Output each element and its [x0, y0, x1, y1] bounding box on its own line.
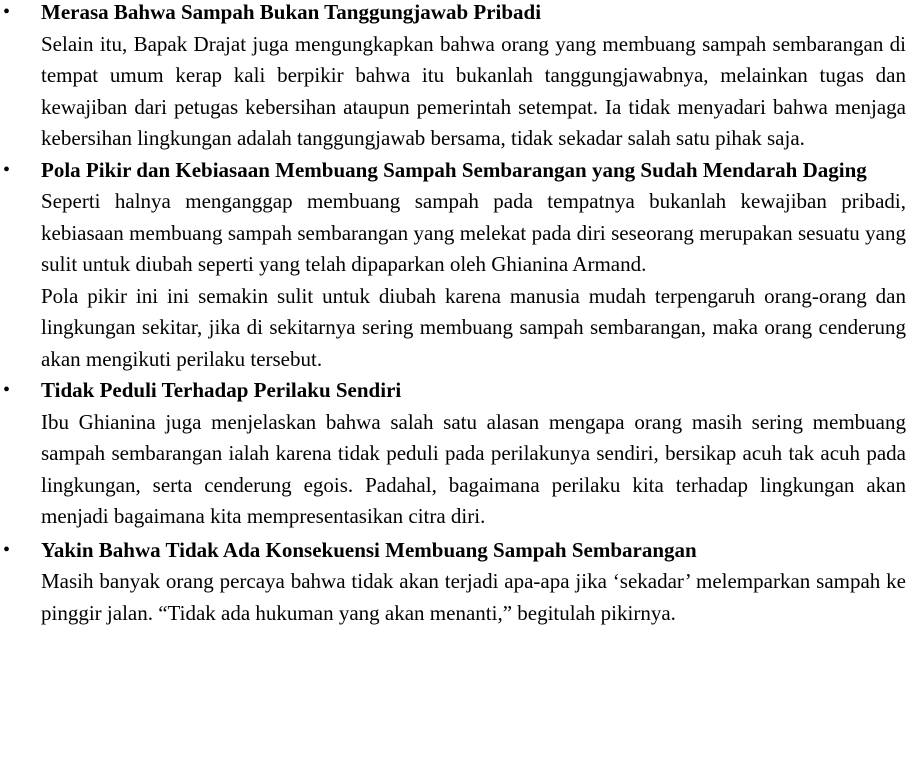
section-paragraph: Masih banyak orang percaya bahwa tidak akan terjadi apa-apa jika ‘sekadar’ melemparkan sampah ke pinggir jalan. “Tidak ada hukuman yang akan menanti,” begitulah pikirnya.: [41, 569, 906, 625]
section-paragraph: Ibu Ghianina juga menjelaskan bahwa salah satu alasan mengapa orang masih sering membuang sampah sembarangan ialah karena tidak peduli pada perilakunya sendiri, bersikap acuh tak acuh pada lingkungan, serta cenderung egois. Padahal, bagaimana perilaku kita terhadap lingkungan akan menjadi bagaimana kita mempresentasikan citra diri.: [41, 409, 906, 528]
section-paragraph: Seperti halnya menganggap membuang sampah pada tempatnya bukanlah kewajiban pribadi, kebiasaan membuang sampah sembarangan yang melekat pada diri seseorang merupakan sesuatu yang sulit untuk diubah seperti yang telah dipaparkan oleh Ghianina Armand.: [41, 189, 906, 276]
list-item: [0, 375, 916, 533]
bullet-point: •: [3, 379, 11, 401]
list-item: [0, 155, 916, 376]
bullet-point: •: [3, 158, 11, 181]
section-heading: Tidak Peduli Terhadap Perilaku Sendiri: [41, 378, 402, 402]
list-item: [0, 0, 916, 155]
section-heading: Pola Pikir dan Kebiasaan Membuang Sampah Sembarangan yang Sudah Mendarah Daging: [41, 157, 867, 182]
bullet-point: •: [3, 538, 11, 561]
bullet-point: •: [3, 1, 11, 23]
section-paragraph: Selain itu, Bapak Drajat juga mengungkapkan bahwa orang yang membuang sampah sembarangan di tempat umum kerap kali berpikir bahwa itu bukanlah tanggungjawabnya, melainkan tugas dan kewajiban dari petugas kebersihan ataupun pemerintah setempat. Ia tidak menyadari bahwa menjaga kebersihan lingkungan adalah tanggungjawab bersama, tidak sekadar salah satu pihak saja.: [41, 31, 906, 150]
section-paragraph: Pola pikir ini ini semakin sulit untuk diubah karena manusia mudah terpengaruh orang-orang dan lingkungan sekitar, jika di sekitarnya sering membuang sampah sembarangan, maka orang cenderung akan mengikuti perilaku tersebut.: [41, 283, 906, 371]
list-item: [0, 535, 916, 630]
section-heading: Merasa Bahwa Sampah Bukan Tanggungjawab Pribadi: [41, 0, 542, 24]
section-heading: Yakin Bahwa Tidak Ada Konsekuensi Membuang Sampah Sembarangan: [41, 537, 697, 562]
